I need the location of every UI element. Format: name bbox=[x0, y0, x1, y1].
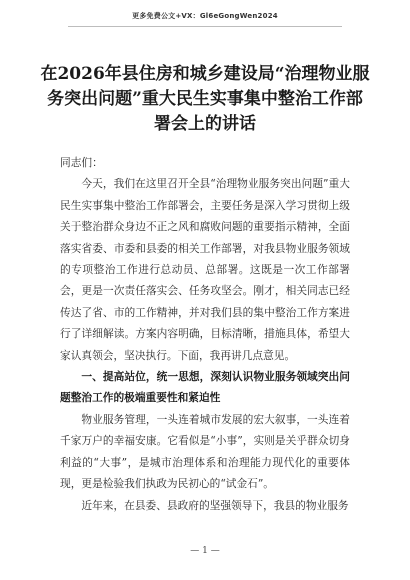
paragraph-property-service: 物业服务管理，一头连着城市发展的宏大叙事，一头连着千家万户的幸福安康。它看似是“小事”，实则是关乎群众切身利益的“大事”，是城市治理体系和治理能力现代化的重要体现，更是检验我们执政为民初心的“试金石”。 bbox=[60, 412, 350, 491]
paragraph-recent-years: 近年来，在县委、县政府的坚强领导下，我县的物业服务 bbox=[81, 498, 349, 512]
section-heading-1: 一、提高站位，统一思想，深刻认识物业服务领域突出问题整治工作的极端重要性和紧迫性 bbox=[60, 370, 350, 405]
document-body bbox=[60, 152, 350, 516]
header-note: 更多免费公文+VX：Gl6eGongWen2024 bbox=[132, 12, 278, 20]
salutation: 同志们： bbox=[60, 156, 103, 169]
header-divider bbox=[68, 26, 342, 27]
paragraph-opening: 今天，我们在这里召开全县“治理物业服务突出问题”重大民生实事集中整治工作部署会，主要任务是深入学习贯彻上级关于整治群众身边不正之风和腐败问题的重要指示精神，全面落实省委、市委和县委的相关工作部署，对我县物业服务领域的专项整治工作进行总动员、总部署。这既是一次工作部署会，更是一次责任落实会、任务攻坚会。刚才，相关同志已经传达了省、市的工作精神，并对我们县的集中整治工作方案进行了详细解读。方案内容明确，目标清晰，措施具体，希望大家认真领会，坚决执行。下面，我再讲几点意见。 bbox=[60, 177, 350, 362]
document-title: 在2026年县住房和城乡建设局“治理物业服务突出问题”重大民生实事集中整治工作部署会上的讲话 bbox=[40, 64, 370, 134]
page-number: — 1 — bbox=[190, 546, 220, 556]
